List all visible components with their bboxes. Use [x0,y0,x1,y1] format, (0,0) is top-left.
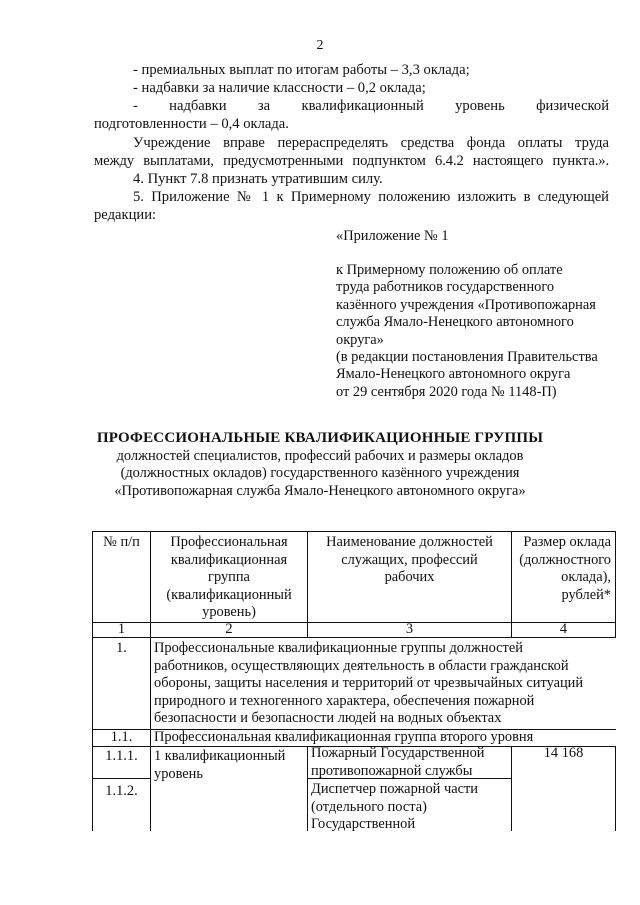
row-1-1-1-group: 1 квалификационный уровень [154,748,286,782]
row-1-1-2-position: Диспетчер пожарной части (отдельного поста) Государственной [311,781,478,833]
column-number-1: 1 [117,621,126,637]
row-1-1-1-number: 1.1.1. [105,748,138,764]
page-number: 2 [316,38,324,53]
column-number-4: 4 [559,621,568,637]
row-1-1-2-number: 1.1.2. [105,783,138,799]
document-heading [0,430,640,500]
bullet-qualification-allowance: - надбавки за квалификационный уровень физической [133,98,610,114]
row-1-description: Профессиональные квалификационные группы должностей работников, осуществляющих деятельность в области гражданской обороны, защиты населения и территорий от чрезвычайных ситуаций природного и техногенного характера, обеспечения пожарной безопасности и безопасности людей на водных объектах [154,640,584,727]
bullet-bonus-payments: - премиальных выплат по итогам работы – 3,3 оклада; [133,62,470,78]
table-header-positions: Наименование должностей служащих, профессий рабочих [326,534,493,586]
column-number-2: 2 [225,621,233,637]
row-1-1-description: Профессиональная квалификационная группа второго уровня [154,729,534,745]
appendix-title: «Приложение № 1 [336,228,449,244]
table-header-number: № п/п [103,534,140,550]
table-header-group: Профессиональная квалификационная группа (квалификационный уровень) [166,534,292,621]
paragraph-item-4: 4. Пункт 7.8 признать утратившим силу. [133,171,383,187]
row-1-1-1-position: Пожарный Государственной противопожарной службы [311,745,485,779]
paragraph-redistribution-cont: между выплатами, предусмотренными подпунктом 6.4.2 настоящего пункта.». [94,153,609,169]
appendix-note: к Примерному положению об оплате труда работников государственного казённого учреждения «Противопожарная служба Ямало-Ненецкого автономного округа» (в редакции постановления Правительства Ямало-Ненецкого автономного округа от 29 сентября 2020 года № 1148-П) [336,262,598,400]
paragraph-redistribution: Учреждение вправе перераспределять средства фонда оплаты труда [133,135,609,151]
heading-sub-1: должностей специалистов, профессий рабочих и размеры окладов [116,447,524,464]
paragraph-item-5: 5. Приложение № 1 к Примерному положению изложить в следующей [133,189,609,205]
heading-sub-2: (должностных окладов) государственного казённого учреждения [120,465,520,481]
row-1-1-1-salary: 14 168 [543,745,584,761]
row-1-number: 1. [116,640,127,656]
paragraph-item-5-cont: редакции: [94,207,157,223]
column-number-3: 3 [405,621,414,637]
row-1-1-number: 1.1. [110,729,133,745]
bullet-class-allowance: - надбавки за наличие классности – 0,2 оклада; [133,80,426,96]
table-header-salary: Размер оклада (должностного оклада), рублей* [519,534,611,603]
heading-sub-3: «Противопожарная служба Ямало-Ненецкого автономного округа» [114,482,526,499]
bullet-qualification-continuation: подготовленности – 0,4 оклада. [94,116,289,132]
heading-title: ПРОФЕССИОНАЛЬНЫЕ КВАЛИФИКАЦИОННЫЕ ГРУППЫ [96,430,544,446]
